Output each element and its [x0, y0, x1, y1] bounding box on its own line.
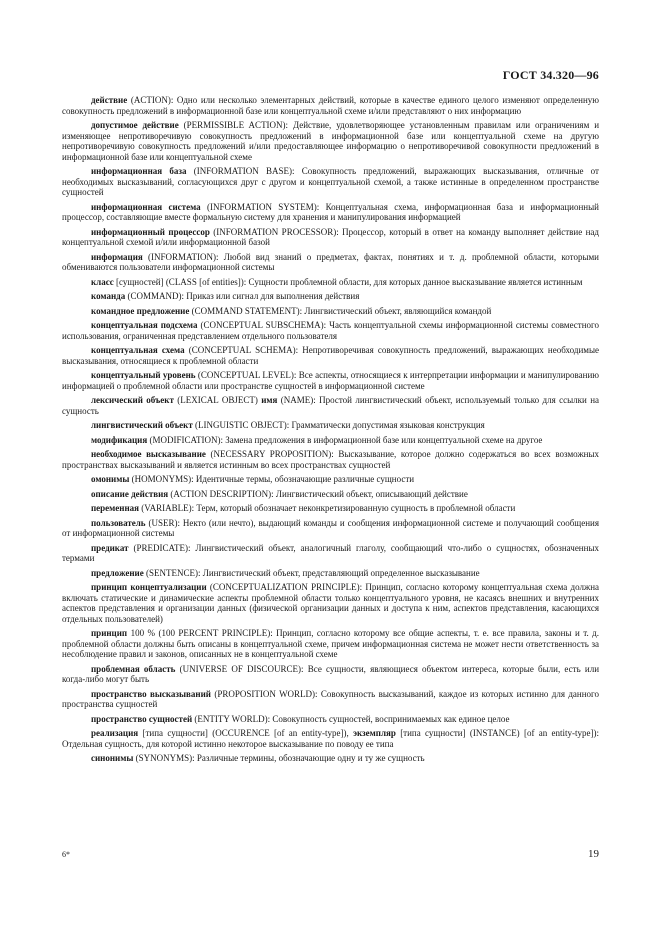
- glossary-entry: омонимы (HOMONYMS): Идентичные термы, обозначающие различные сущности: [91, 474, 415, 484]
- glossary-entry: принцип 100 % (100 PERCENT PRINCIPLE): Принцип, согласно которому все общие аспекты, т. е. все правила, законы и т. д. проблемной области должны быть описаны в концептуальной схеме, причем информационная система не может нести ответственность за несоблюдение правил и законов, описанных не в концептуальной схеме: [62, 628, 600, 659]
- glossary-entry: команда (COMMAND): Приказ или сигнал для выполнения действия: [91, 291, 360, 301]
- glossary-entry: пространство сущностей (ENTITY WORLD): Совокупность сущностей, воспринимаемых как единое целое: [91, 713, 510, 724]
- glossary-entry: информационная система (INFORMATION SYSTEM): Концептуальная схема, информационная база и информационный процессор, составляющие вместе формальную систему для хранения и манипулирования информацией: [62, 201, 599, 222]
- glossary-entry: предложение (SENTENCE): Лингвистический объект, представляющий определенное высказывание: [91, 567, 480, 578]
- document-code: ГОСТ 34.320—96: [502, 68, 599, 82]
- glossary-entry: допустимое действие (PERMISSIBLE ACTION): Действие, удовлетворяющее установленным правилам или ограничениям и изменяющее непротиворечивую совокупность предложений в информационной базе или концептуальной схеме на другую непротиворечивую совокупность предложений и/или предоставляющее информацию о непротиворечивой совокупности предложений в информационной базе или концептуальной схеме: [62, 120, 600, 162]
- glossary-entry: информационная база (INFORMATION BASE): Совокупность предложений, выражающих высказывания, отличные от необходимых высказываний, согласующихся друг с другом и концептуальной схемой, а также истинные в определенном пространстве сущностей: [62, 166, 599, 197]
- glossary-entry: пространство высказываний (PROPOSITION WORLD): Совокупность высказываний, каждое из которых истинно для данного пространства сущностей: [62, 688, 599, 709]
- glossary-entry: модификация (MODIFICATION): Замена предложения в информационной базе или концептуальной схеме на другое: [91, 434, 543, 445]
- glossary-entry: класс [сущностей] (CLASS [of entities]): Сущности проблемной области, для которых данное высказывание является истинным: [91, 276, 583, 287]
- glossary-entries: [62, 95, 599, 768]
- glossary-entry: лексический объект (LEXICAL OBJECT) имя (NAME): Простой лингвистический объект, используемый только для ссылки на сущность: [62, 395, 600, 416]
- glossary-entry: лингвистический объект (LINGUISTIC OBJECT): Грамматически допустимая языковая конструкция: [91, 420, 485, 430]
- glossary-entry: принцип концептуализации (CONCEPTUALIZATION PRINCIPLE): Принцип, согласно которому концептуальная схема должна включать статические и динамические аспекты проблемной области только концептуального уровня, не касаясь внешних и внутренних аспектов представления и организации данных (физической организации данных и доступа к ним, аспектов представления, касающихся отдельных пользователей): [62, 582, 599, 624]
- glossary-entry: синонимы (SYNONYMS): Различные термины, обозначающие одну и ту же сущность: [91, 753, 425, 763]
- glossary-entry: действие (ACTION): Одно или несколько элементарных действий, которые в качестве единого целого изменяют определенную совокупность предложений в информационной базе или концептуальной схеме и/или представляют о них информацию: [62, 95, 599, 116]
- glossary-entry: предикат (PREDICATE): Лингвистический объект, аналогичный глаголу, сообщающий что-либо о сущностях, обозначенных термами: [62, 542, 599, 563]
- glossary-entry: информация (INFORMATION): Любой вид знаний о предметах, фактах, понятиях и т. д. проблемной области, которыми обмениваются пользователи информационной системы: [62, 251, 599, 272]
- glossary-entry: концептуальный уровень (CONCEPTUAL LEVEL): Все аспекты, относящиеся к интерпретации информации и манипулированию информацией о проблемной области или пространстве сущностей в информационной системе: [62, 370, 599, 391]
- glossary-entry: информационный процессор (INFORMATION PROCESSOR): Процессор, который в ответ на команду выполняет действие над концептуальной схемой и/или информационной базой: [62, 226, 599, 247]
- glossary-entry: переменная (VARIABLE): Терм, который обозначает неконкретизированную сущность в проблемной области: [91, 503, 516, 513]
- glossary-entry: пользователь (USER): Некто (или нечто), выдающий команды и сообщения информационной системе и получающий сообщения от информационной системы: [62, 517, 599, 538]
- glossary-entry: необходимое высказывание (NECESSARY PROPOSITION): Высказывание, которое должно содержаться во всех возможных пространствах высказываний и является истинным во всех пространствах сущностей: [62, 449, 600, 470]
- glossary-entry: концептуальная подсхема (CONCEPTUAL SUBSCHEMA): Часть концептуальной схемы информационной системы совместного использования, ограниченная представлением отдельного пользователя: [62, 320, 600, 341]
- signature-mark: 6*: [62, 850, 70, 859]
- glossary-entry: реализация [типа сущности] (OCCURENCE [of an entity-type]), экземпляр [типа сущности] (INSTANCE) [of an entity-type]): Отдельная сущность, для которой истинно некоторое высказывание по поводу ее типа: [62, 728, 600, 749]
- page-number: 19: [588, 848, 599, 860]
- glossary-entry: концептуальная схема (CONCEPTUAL SCHEMA): Непротиворечивая совокупность предложений, выражающих необходимые высказывания, относящиеся к проблемной области: [62, 345, 599, 366]
- glossary-entry: проблемная область (UNIVERSE OF DISCOURCE): Все сущности, являющиеся объектом интереса, которые были, есть или когда-либо могут быть: [62, 663, 600, 684]
- glossary-entry: командное предложение (COMMAND STATEMENT): Лингвистический объект, являющийся командой: [91, 305, 492, 316]
- glossary-entry: описание действия (ACTION DESCRIPTION): Лингвистический объект, описывающий действие: [91, 488, 468, 499]
